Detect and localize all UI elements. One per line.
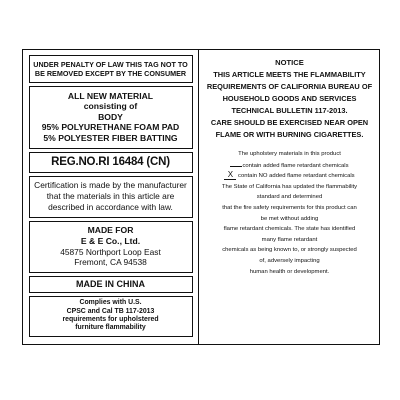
compliance-statement <box>29 296 193 337</box>
disclosure-line: The State of California has updated the flammability <box>221 183 358 190</box>
notice-line: CARE SHOULD BE EXERCISED NEAR OPEN <box>210 118 369 127</box>
disclosure-line: of, adversely impacting <box>259 257 320 264</box>
disclosure-line: many flame retardant <box>261 236 318 243</box>
penalty-line: UNDER PENALTY OF LAW THIS TAG NOT TO <box>33 60 188 69</box>
notice-line: REQUIREMENTS OF CALIFORNIA BUREAU OF <box>206 82 373 91</box>
material-content <box>29 86 193 149</box>
country-of-origin: MADE IN CHINA <box>29 276 193 293</box>
notice-body <box>204 69 375 141</box>
empty-checkbox-line <box>230 160 242 167</box>
disclosure-intro: The upholstery materials in this product <box>238 151 341 157</box>
notice-line: TECHNICAL BULLETIN 117-2013. <box>231 106 348 115</box>
material-line: BODY <box>98 111 123 122</box>
compliance-line: furniture flammability <box>75 324 146 332</box>
certification-line: Certification is made by the manufacturer <box>34 180 187 191</box>
notice-line: FLAME OR WITH BURNING CIGARETTES. <box>215 130 364 139</box>
law-tag <box>22 49 380 345</box>
registration-number: REG.NO.RI 16484 (CN) <box>29 152 193 173</box>
material-line: 95% POLYURETHANE FOAM PAD <box>41 122 180 133</box>
compliance-line: Complies with U.S. <box>79 299 142 307</box>
material-line: consisting of <box>83 101 138 112</box>
option-label: contain NO added flame retardant chemicals <box>238 173 355 180</box>
tag-left-panel <box>23 50 199 344</box>
certification-line: described in accordance with law. <box>48 202 173 213</box>
address-line: 45875 Northport Loop East <box>60 246 161 257</box>
material-line: ALL NEW MATERIAL <box>67 91 154 101</box>
option-no-added-chemicals <box>204 171 375 182</box>
penalty-notice <box>29 55 193 83</box>
disclosure-line: be met without adding <box>260 215 319 222</box>
option-label: contain added flame retardant chemicals <box>242 162 349 169</box>
flame-retardant-disclosure <box>204 149 375 277</box>
notice-line: THIS ARTICLE MEETS THE FLAMMABILITY <box>213 70 366 79</box>
notice-line: HOUSEHOLD GOODS AND SERVICES <box>222 94 357 103</box>
disclosure-line: standard and determined <box>256 194 323 201</box>
certification-line: that the materials in this article are <box>46 191 175 202</box>
address-line: Fremont, CA 94538 <box>74 257 147 268</box>
compliance-line: CPSC and Cal TB 117-2013 <box>66 307 155 315</box>
company-name: E & E Co., Ltd. <box>80 235 141 246</box>
made-for-label: MADE FOR <box>87 225 134 236</box>
disclosure-line: human health or development. <box>249 268 330 275</box>
penalty-line: BE REMOVED EXCEPT BY THE CONSUMER <box>34 69 187 78</box>
compliance-line: requirements for upholstered <box>62 316 159 324</box>
tag-right-panel <box>200 50 379 344</box>
material-line: 5% POLYESTER FIBER BATTING <box>43 132 178 143</box>
certification-statement <box>29 176 193 218</box>
disclosure-line: flame retardant chemicals. The state has identified <box>223 226 356 233</box>
disclosure-line: that the fire safety requirements for this product can <box>222 204 357 211</box>
notice-title: NOTICE <box>275 58 304 67</box>
made-for-block <box>29 221 193 273</box>
disclosure-line: chemicals as being known to, or strongly suspected <box>222 247 357 254</box>
checked-mark: X <box>224 171 236 180</box>
